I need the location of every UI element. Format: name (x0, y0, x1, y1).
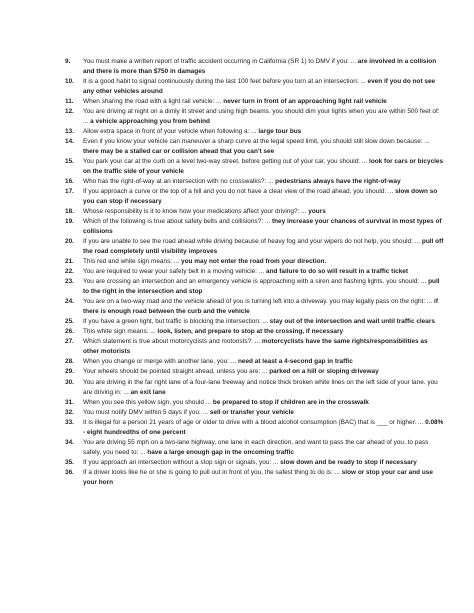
question-answer: slow down so you can stop if necessary (83, 188, 438, 206)
question-answer: pull off the road completely until visibility improves (83, 238, 444, 256)
question-answer: need at least a 4-second gap in traffic (237, 358, 353, 366)
question-answer: and failure to do so will result in a traffic ticket (265, 268, 408, 276)
question-text: This red and white sign means: ... (83, 258, 182, 266)
question-item (65, 458, 444, 468)
question-number: 16. (65, 178, 74, 186)
question-item (65, 217, 444, 237)
question-answer: pedestrians always have the right-of-way (275, 178, 401, 186)
question-answer: a vehicle approaching you from behind (90, 118, 210, 126)
question-item (65, 398, 444, 408)
question-answer: look for cars or bicycles on the traffic side of your vehicle (83, 158, 444, 176)
question-number: 32. (65, 408, 74, 416)
question-number: 19. (65, 218, 74, 226)
question-answer: pull to the right in the intersection and stop (83, 278, 440, 296)
question-text: You are driving in the far right lane of a four-lane freeway and notice thick broken white lines on the left side of your lane. you are driving in: ... (83, 378, 438, 396)
question-item (65, 317, 444, 327)
question-text: When you see this yellow sign, you should ... (83, 398, 213, 406)
question-number: 13. (65, 128, 74, 136)
question-answer: even if you do not see any other vehicles around (83, 78, 436, 96)
question-item (65, 408, 444, 418)
question-number: 27. (65, 338, 74, 346)
question-answer: large tour bus (258, 128, 302, 136)
question-text: When you change or merge with another lane, you: ... (83, 358, 238, 366)
question-item (65, 177, 444, 187)
question-answer: stay out of the intersection and wait until traffic clears (269, 318, 435, 326)
question-number: 35. (65, 458, 74, 466)
question-answer: slow down and be ready to stop if necessary (280, 458, 417, 466)
question-number: 29. (65, 368, 74, 376)
question-text: You must notify DMV within 5 days if you: ... (83, 408, 210, 416)
question-item (65, 127, 444, 137)
question-number: 33. (65, 418, 74, 426)
question-text: Even if you know your vehicle can maneuver a sharp curve at the legal speed limit, you should still slow down because: ... (83, 138, 430, 146)
question-number: 12. (65, 108, 74, 116)
question-item (65, 367, 444, 377)
question-item (65, 57, 444, 77)
question-text: If you approach an intersection without a stop sign or signals, you: ... (83, 458, 281, 466)
question-text: If you approach a curve or the top of a hill and you do not have a clear view of the road ahead, you should: ... (83, 188, 396, 196)
question-text: Whose responsibility is it to know how your medications affect your driving?: ... (83, 208, 309, 216)
question-number: 23. (65, 278, 74, 286)
question-text: Allow extra space in front of your vehicle when following a: ... (83, 128, 259, 136)
question-number: 14. (65, 138, 74, 146)
question-text: Which statement is true about motorcyclists and motorists?: ... (83, 338, 262, 346)
question-number: 24. (65, 298, 74, 306)
question-number: 20. (65, 238, 74, 246)
question-item (65, 438, 444, 458)
question-answer: motorcyclists have the same rights/responsibilities as other motorists (83, 338, 428, 356)
question-number: 28. (65, 358, 74, 366)
question-text: You are driving 55 mph on a two-lane highway, one lane in each direction, and want to pass the car ahead of you. to pass safely, you need to: ... (83, 438, 429, 456)
question-text: It is a good habit to signal continuously during the last 100 feet before you turn at an intersection: ... (83, 78, 368, 86)
question-number: 26. (65, 328, 74, 336)
question-text: You are on a two-way road and the vehicle ahead of you is turning left into a driveway. you may legally pass on the right: ... (83, 298, 435, 306)
question-number: 25. (65, 318, 74, 326)
question-text: It is illegal for a person 21 years of age or older to drive with a blood alcohol consumption (BAC) that is ___ or higher. ... (83, 418, 426, 426)
question-text: You are driving at night on a dimly lit street and using high beams. you should dim your lights when you are within 500 feet of: ... (83, 108, 440, 126)
question-text: If you are unable to see the road ahead while driving because of heavy fog and your wipers do not help, you should: ... (83, 238, 422, 246)
question-answer: sell or transfer your vehicle (209, 408, 294, 416)
question-answer: look, listen, and prepare to stop at the crossing, if necessary (157, 328, 344, 336)
question-item (65, 207, 444, 217)
question-number: 11. (65, 98, 74, 106)
question-item (65, 297, 444, 317)
question-number: 10. (65, 78, 74, 86)
question-text: You park your car at the curb on a level two-way street. before getting out of your car, you should: ... (83, 158, 370, 166)
question-item (65, 187, 444, 207)
question-answer: they increase your chances of survival in most types of collisions (83, 218, 442, 236)
question-text: If you have a green light, but traffic is blocking the intersection: ... (83, 318, 270, 326)
question-item (65, 357, 444, 367)
question-number: 22. (65, 268, 74, 276)
question-number: 18. (65, 208, 74, 216)
question-item (65, 77, 444, 97)
question-number: 21. (65, 258, 74, 266)
question-item (65, 237, 444, 257)
question-answer: slow or stop your car and use your horn (83, 468, 433, 486)
question-text: When sharing the road with a light rail vehicle: ... (83, 98, 224, 106)
question-number: 9. (65, 58, 71, 65)
question-number: 17. (65, 188, 74, 196)
question-item (65, 378, 444, 398)
question-item (65, 107, 444, 127)
question-number: 34. (65, 438, 74, 446)
question-text: This white sign means: ... (83, 328, 158, 336)
question-answer: are involved in a collision and there is more than $750 in damages (83, 58, 437, 76)
question-item (65, 267, 444, 277)
question-answer: you may not enter the road from your direction. (181, 258, 327, 266)
question-number: 36. (65, 468, 74, 476)
question-text: You must make a written report of traffic accident occurring in California (SR 1) to DMV if you: ... (83, 58, 358, 65)
question-text: Which of the following is true about safety belts and collisions?: ... (83, 218, 272, 226)
question-answer: be prepared to stop if children are in the crosswalk (212, 398, 369, 406)
question-answer: an exit lane (130, 388, 166, 396)
question-answer: parked on a hill or sloping driveway (269, 368, 379, 376)
question-item (65, 137, 444, 157)
question-answer: 0.08% - eight hundredths of one percent (83, 418, 444, 436)
question-text: Your wheels should be pointed straight ahead, unless you are: ... (83, 368, 270, 376)
question-answer: have a large enough gap in the oncoming traffic (147, 448, 294, 456)
question-number: 15. (65, 158, 74, 166)
question-item (65, 157, 444, 177)
question-item (65, 337, 444, 357)
question-item (65, 327, 444, 337)
question-text: Who has the right-of-way at an intersection with no crosswalks?: ... (83, 178, 276, 186)
question-item (65, 257, 444, 267)
question-text: You are crossing an intersection and an emergency vehicle is approaching with a siren and flashing lights. you should: ... (83, 278, 429, 286)
question-item (65, 418, 444, 438)
question-number: 30. (65, 378, 74, 386)
question-answer: never turn in front of an approaching light rail vehicle (223, 98, 387, 106)
question-answer: there may be a stalled car or collision ahead that you can't see (83, 148, 275, 156)
question-item (65, 468, 444, 488)
question-item (65, 97, 444, 107)
question-answer: if there is enough road between the curb and the vehicle (83, 298, 438, 316)
question-text: You are required to wear your safety belt in a moving vehicle: ... (83, 268, 266, 276)
question-answer: yours (308, 208, 326, 216)
question-item (65, 277, 444, 297)
question-number: 31. (65, 398, 74, 406)
question-text: If a driver looks like he or she is going to pull out in front of you, the safest thing to do is: ... (83, 468, 342, 476)
question-list (65, 57, 444, 488)
